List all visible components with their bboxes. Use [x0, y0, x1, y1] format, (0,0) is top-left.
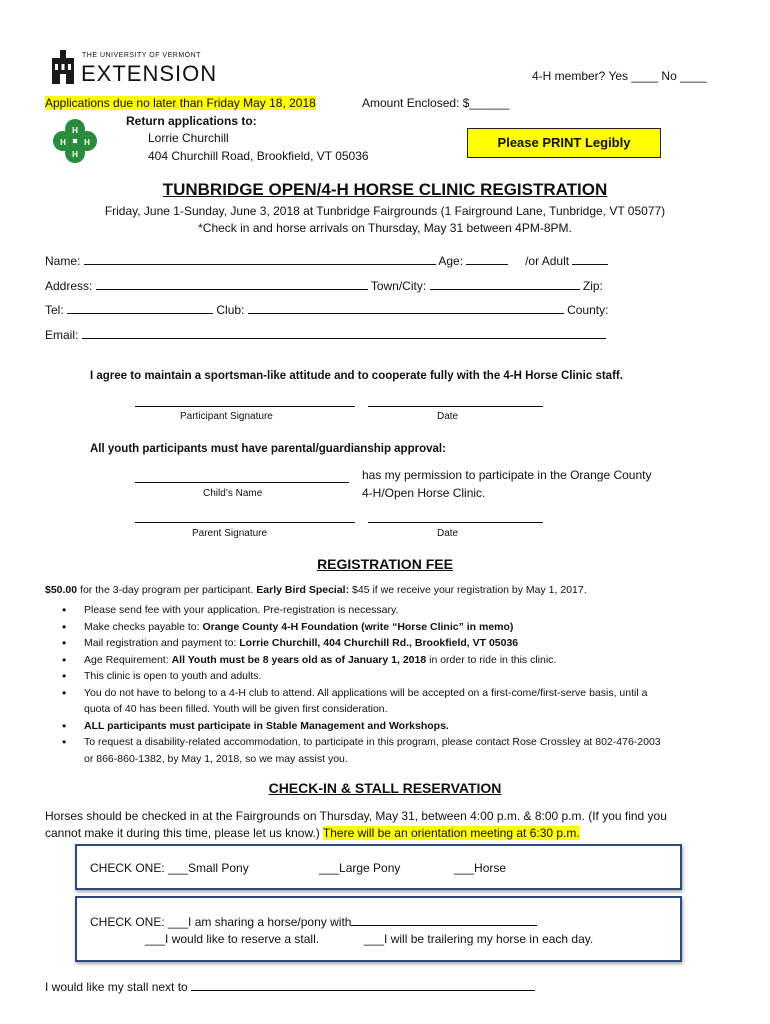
subtitle-dates: Friday, June 1-Sunday, June 3, 2018 at Tunbridge Fairgrounds (1 Fairground Lane, Tunbridge, VT 05077) [104, 204, 666, 218]
tel-row [45, 301, 608, 317]
bullet-text: You do not have to belong to a 4-H club to attend. All applications will be accepted on a first-come/first-serve basis, until a [84, 686, 648, 699]
email-field[interactable] [82, 326, 606, 339]
fee-heading-text: REGISTRATION FEE [317, 556, 453, 572]
adult-label: /or Adult [525, 254, 570, 268]
participant-signature-line[interactable] [135, 406, 355, 407]
bullet-text: Age Requirement: [84, 653, 172, 666]
page-title [0, 180, 770, 200]
address-field[interactable] [96, 277, 368, 290]
list-item [62, 619, 732, 636]
name-row [45, 252, 608, 268]
member-question: 4-H member? Yes ____ No ____ [532, 69, 707, 83]
return-address: 404 Churchill Road, Brookfield, VT 05036 [148, 149, 369, 163]
deadline-notice: Applications due no later than Friday May 18, 2018 [45, 96, 316, 110]
email-row [45, 326, 606, 342]
svg-text:H: H [60, 138, 66, 147]
address-row [45, 277, 603, 293]
logo-line1: THE UNIVERSITY OF VERMONT [82, 52, 201, 59]
checkin-paragraph-2 [45, 826, 580, 840]
date-line-2[interactable] [368, 522, 543, 523]
reserve-stall-option[interactable]: ___I would like to reserve a stall. [145, 932, 320, 946]
sharing-option-label: CHECK ONE: ___I am sharing a horse/pony with [90, 915, 352, 929]
bullet-text: This clinic is open to youth and adults. [84, 670, 262, 682]
stall-next-field[interactable] [191, 978, 535, 991]
age-label: Age: [438, 254, 464, 268]
town-field[interactable] [430, 277, 580, 290]
list-item [62, 635, 732, 652]
bullet-text: quota of 40 has been filled. Youth will be given first consideration. [84, 703, 388, 715]
childs-name-line[interactable] [135, 482, 349, 483]
logo-line2: EXTENSION [81, 61, 218, 86]
sharing-with-field[interactable] [351, 913, 537, 926]
agreement-text: I agree to maintain a sportsman-like attitude and to cooperate fully with the 4-H Horse Clinic staff. [90, 370, 623, 382]
participant-signature-label: Participant Signature [180, 411, 273, 422]
date-label-1: Date [437, 411, 459, 422]
orientation-highlight: There will be an orientation meeting at 6:30 p.m. [322, 826, 580, 840]
list-item [62, 734, 732, 767]
fee-summary [45, 584, 587, 596]
permission-line2: 4-H/Open Horse Clinic. [362, 486, 486, 500]
checkin-paragraph-1: Horses should be checked in at the Fairgrounds on Thursday, May 31, between 4:00 p.m. & 8:00 p.m. (If you find you [45, 809, 667, 823]
bullet-bold-text: ALL participants must participate in Stable Management and Workshops. [84, 719, 449, 732]
animal-type-box [75, 844, 682, 890]
small-pony-option[interactable]: CHECK ONE: ___Small Pony [90, 861, 249, 875]
list-item [62, 602, 732, 619]
bullet-text: Please send fee with your application. Pre-registration is necessary. [84, 604, 399, 616]
sharing-option[interactable] [90, 913, 537, 929]
list-item [62, 718, 732, 735]
name-label: Name: [45, 254, 81, 268]
large-pony-option[interactable]: ___Large Pony [319, 861, 401, 875]
fee-bullet-list [62, 602, 732, 767]
tel-field[interactable] [67, 301, 213, 314]
four-h-clover-icon [51, 117, 99, 165]
bullet-bold-text: Orange County 4-H Foundation (write “Horse Clinic” in memo) [202, 620, 514, 633]
early-bird-text: $45 if we receive your registration by May 1, 2017. [349, 584, 587, 596]
early-bird-label: Early Bird Special: [256, 584, 350, 596]
svg-text:H: H [72, 126, 78, 135]
county-label: County: [567, 303, 609, 317]
uvm-logo [52, 50, 218, 86]
age-field[interactable] [466, 252, 508, 265]
email-label: Email: [45, 328, 79, 342]
address-label: Address: [45, 279, 93, 293]
bullet-text: or 866-860-1382, by May 1, 2018, so we may assist you. [84, 752, 348, 765]
checkin-heading [0, 780, 770, 796]
zip-label: Zip: [582, 279, 603, 293]
checkin-heading-text: CHECK-IN & STALL RESERVATION [268, 780, 502, 796]
return-label: Return applications to: [126, 114, 257, 128]
return-name: Lorrie Churchill [148, 131, 229, 145]
parent-signature-line[interactable] [135, 522, 355, 523]
bullet-text: Mail registration and payment to: [84, 637, 240, 649]
stall-next-label: I would like my stall next to [45, 980, 188, 994]
bullet-bold-text: Lorrie Churchill, 404 Churchill Rd., Brookfield, VT 05036 [239, 637, 519, 649]
town-label: Town/City: [370, 279, 427, 293]
name-field[interactable] [84, 252, 436, 265]
childs-name-label: Child’s Name [203, 488, 263, 499]
club-field[interactable] [248, 301, 564, 314]
svg-text:H: H [72, 150, 78, 159]
fee-heading [0, 556, 770, 572]
date-label-2: Date [437, 528, 459, 539]
building-icon [52, 50, 74, 84]
trailering-option[interactable]: ___I will be trailering my horse in each day. [364, 932, 594, 946]
tel-label: Tel: [45, 303, 64, 317]
bullet-text: in order to ride in this clinic. [426, 653, 557, 666]
list-item [62, 652, 732, 669]
page-title-text: TUNBRIDGE OPEN/4-H HORSE CLINIC REGISTRATION [162, 180, 608, 199]
checkin-p2-text: cannot make it during this time, please let us know.) [45, 826, 323, 840]
horse-option[interactable]: ___Horse [454, 861, 507, 875]
print-legibly-notice: Please PRINT Legibly [467, 128, 661, 158]
club-label: Club: [216, 303, 245, 317]
subtitle-checkin: *Check in and horse arrivals on Thursday, May 31 between 4PM-8PM. [198, 221, 572, 235]
date-line-1[interactable] [368, 406, 543, 407]
parental-approval-text: All youth participants must have parental/guardianship approval: [90, 443, 446, 455]
adult-field[interactable] [572, 252, 608, 265]
stall-box [75, 896, 682, 962]
bullet-text: To request a disability-related accommodation, to participate in this program, please contact Rose Crossley at 802-476-2003 [84, 736, 661, 748]
list-item [62, 668, 732, 685]
amount-enclosed: Amount Enclosed: $______ [362, 96, 510, 110]
stall-next-row [45, 978, 535, 994]
bullet-text: Make checks payable to: [84, 620, 203, 633]
fee-price: $50.00 [45, 584, 78, 596]
permission-line1: has my permission to participate in the Orange County [362, 468, 652, 482]
list-item [62, 685, 732, 718]
svg-text:H: H [84, 138, 90, 147]
fee-price-text: for the 3-day program per participant. [77, 584, 257, 596]
bullet-bold-text: All Youth must be 8 years old as of January 1, 2018 [171, 653, 427, 666]
parent-signature-label: Parent Signature [192, 528, 268, 539]
